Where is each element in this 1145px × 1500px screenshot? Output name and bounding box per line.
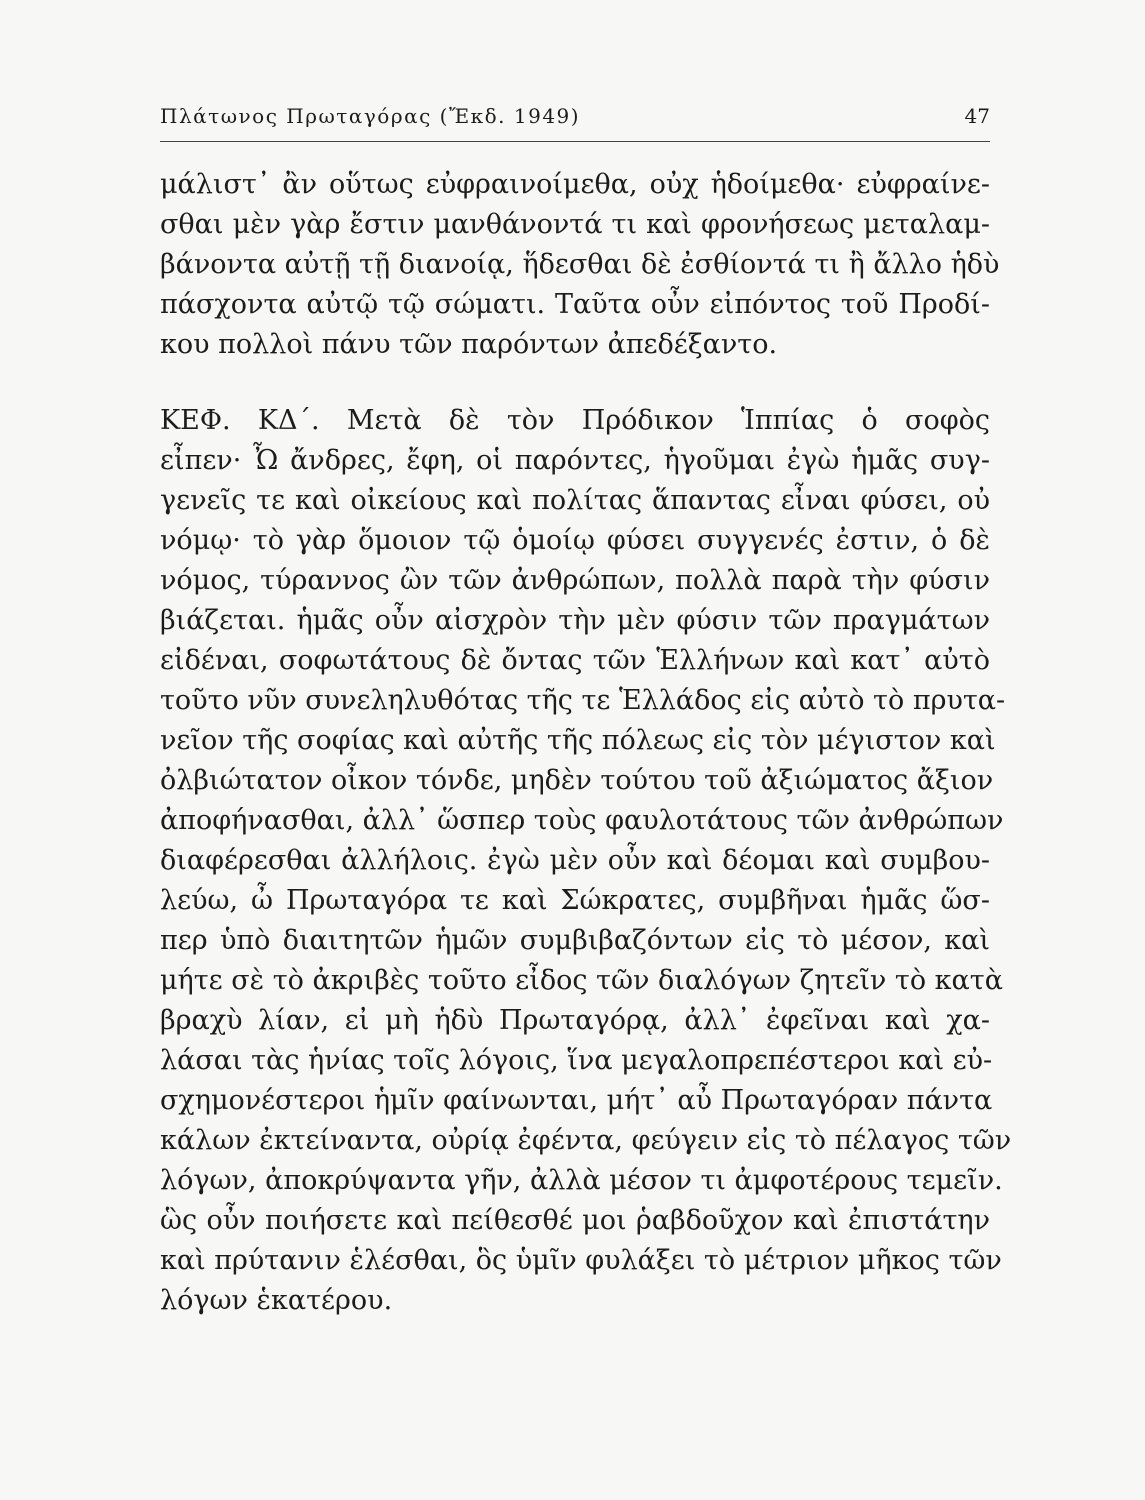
text-line: πάσχοντα αὐτῷ τῷ σώματι. Ταῦτα οὖν εἰπόντος τοῦ Προδί- [160, 289, 990, 320]
running-head [160, 100, 990, 132]
header-rule [160, 141, 990, 142]
running-title: Πλάτωνος Πρωταγόρας (Ἔκδ. 1949) [160, 104, 581, 128]
body-text [160, 165, 1012, 1321]
text-line: ὀλβιώτατον οἶκον τόνδε, μηδὲν τούτου τοῦ ἀξιώματος ἄξιον [160, 765, 994, 796]
text-line: περ ὑπὸ διαιτητῶν ἡμῶν συμβιβαζόντων εἰς τὸ μέσον, καὶ [160, 925, 990, 956]
text-line: λόγων, ἀποκρύψαντα γῆν, ἀλλὰ μέσον τι ἀμφοτέρους τεμεῖν. [160, 1165, 1003, 1196]
paragraph-1 [160, 165, 1000, 365]
text-line: εἰδέναι, σοφωτάτους δὲ ὄντας τῶν Ἑλλήνων καὶ κατ᾽ αὐτὸ [160, 645, 990, 676]
text-line: νεῖον τῆς σοφίας καὶ αὐτῆς τῆς πόλεως εἰς τὸν μέγιστον καὶ [160, 725, 996, 756]
page-number: 47 [964, 104, 990, 128]
text-line: βάνοντα αὐτῇ τῇ διανοίᾳ, ἥδεσθαι δὲ ἐσθίοντά τι ἢ ἄλλο ἡδὺ [160, 249, 1000, 280]
text-line: βιάζεται. ἡμᾶς οὖν αἰσχρὸν τὴν μὲν φύσιν τῶν πραγμάτων [160, 605, 990, 636]
text-line: ὣς οὖν ποιήσετε καὶ πείθεσθέ μοι ῥαβδοῦχον καὶ ἐπιστάτην [160, 1205, 990, 1236]
text-line: βραχὺ λίαν, εἰ μὴ ἡδὺ Πρωταγόρᾳ, ἀλλ᾽ ἐφεῖναι καὶ χα- [160, 1005, 990, 1036]
text-line: ΚΕΦ. ΚΔ΄. Μετὰ δὲ τὸν Πρόδικον Ἱππίας ὁ σοφὸς [160, 405, 990, 436]
text-line: κάλων ἐκτείναντα, οὐρίᾳ ἐφέντα, φεύγειν εἰς τὸ πέλαγος τῶν [160, 1125, 1012, 1156]
text-line: εἶπεν· Ὦ ἄνδρες, ἔφη, οἱ παρόντες, ἡγοῦμαι ἐγὼ ἡμᾶς συγ- [160, 445, 990, 476]
text-line: διαφέρεσθαι ἀλλήλοις. ἐγὼ μὲν οὖν καὶ δέομαι καὶ συμβου- [160, 845, 990, 876]
paragraph-gap [160, 365, 990, 401]
text-line: λεύω, ὦ Πρωταγόρα τε καὶ Σώκρατες, συμβῆναι ἡμᾶς ὥσ- [160, 885, 990, 916]
paragraph-2 [160, 401, 1012, 1321]
text-line: λόγων ἑκατέρου. [160, 1285, 393, 1316]
text-line: σθαι μὲν γὰρ ἔστιν μανθάνοντά τι καὶ φρονήσεως μεταλαμ- [160, 209, 990, 240]
text-line: μάλιστ᾽ ἂν οὕτως εὐφραινοίμεθα, οὐχ ἡδοίμεθα· εὐφραίνε- [160, 169, 990, 200]
text-line: μήτε σὲ τὸ ἀκριβὲς τοῦτο εἶδος τῶν διαλόγων ζητεῖν τὸ κατὰ [160, 965, 1003, 996]
text-line: κου πολλοὶ πάνυ τῶν παρόντων ἀπεδέξαντο. [160, 329, 778, 360]
text-line: σχημονέστεροι ἡμῖν φαίνωνται, μήτ᾽ αὖ Πρωταγόραν πάντα [160, 1085, 993, 1116]
text-line: νόμος, τύραννος ὢν τῶν ἀνθρώπων, πολλὰ παρὰ τὴν φύσιν [160, 565, 990, 596]
text-line: λάσαι τὰς ἡνίας τοῖς λόγοις, ἵνα μεγαλοπρεπέστεροι καὶ εὐ- [160, 1045, 993, 1076]
text-line: τοῦτο νῦν συνεληλυθότας τῆς τε Ἑλλάδος εἰς αὐτὸ τὸ πρυτα- [160, 685, 1006, 716]
text-line: ἀποφήνασθαι, ἀλλ᾽ ὥσπερ τοὺς φαυλοτάτους τῶν ἀνθρώπων [160, 805, 1004, 836]
text-line: γενεῖς τε καὶ οἰκείους καὶ πολίτας ἅπαντας εἶναι φύσει, οὐ [160, 485, 990, 516]
text-line: καὶ πρύτανιν ἑλέσθαι, ὃς ὑμῖν φυλάξει τὸ μέτριον μῆκος τῶν [160, 1245, 1002, 1276]
text-line: νόμῳ· τὸ γὰρ ὅμοιον τῷ ὁμοίῳ φύσει συγγενές ἐστιν, ὁ δὲ [160, 525, 990, 556]
